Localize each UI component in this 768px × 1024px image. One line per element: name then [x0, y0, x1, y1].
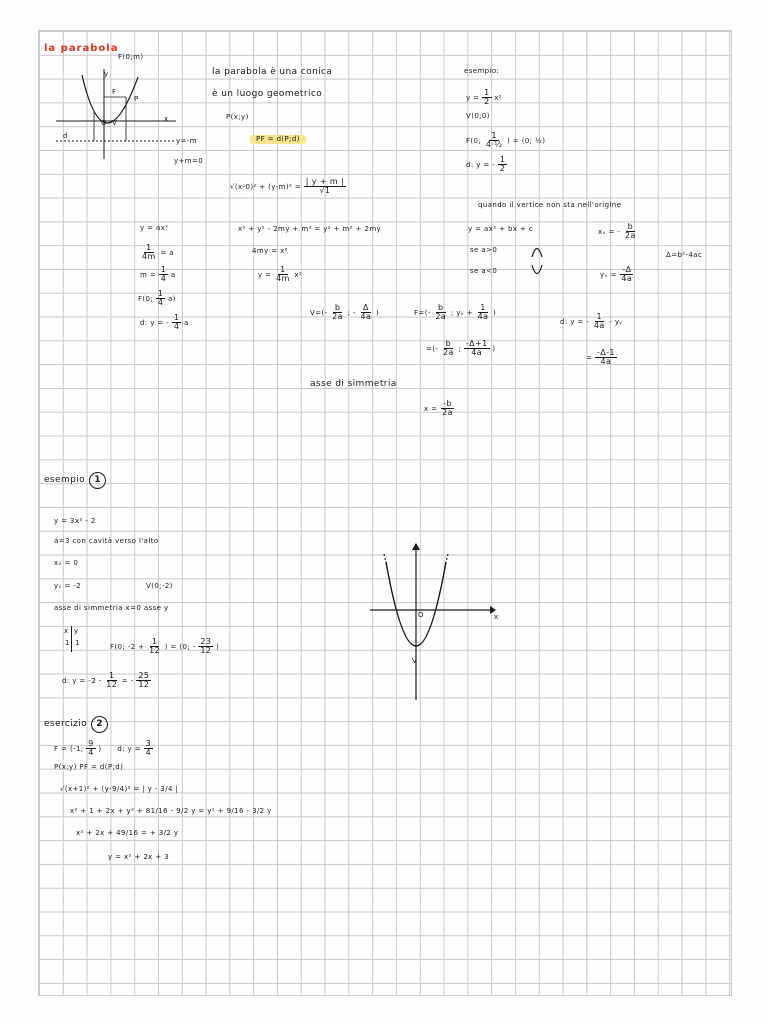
ex2-line-5: x² + 2x + 49/16 = + 3/2 y: [76, 829, 179, 837]
o-label: O: [101, 119, 107, 127]
ex1-line-6: F(0; -2 + $\frac{1}{12}$ ) = (0; - $\frac{23}{12}$ ): [110, 637, 220, 656]
y-axis-label: y: [104, 70, 109, 78]
example-heading: esempio:: [464, 67, 500, 75]
ex1-line-1: y = 3x² - 2: [54, 517, 96, 525]
directrix-formula-2: = $\frac{-\Delta-1}{4a}$: [586, 348, 615, 367]
focus-label: F(0;m): [118, 53, 144, 61]
example-line-1: y = $\frac{1}{2}$ x²: [466, 88, 502, 107]
ex1-line-5: asse di simmetria x=0 asse y: [54, 604, 169, 612]
directrix-eq: y=-m: [176, 137, 197, 145]
exercise2-heading: esercizio 2: [44, 716, 108, 733]
left-line-4: F(0; $\frac{1}{4}$ a): [138, 289, 176, 308]
ex2-line-3: √(x+1)² + (y-9/4)² = | y - 3/4 |: [60, 785, 179, 793]
example-line-4: d: y = - $\frac{1}{2}$: [466, 155, 506, 174]
f-label: F: [112, 88, 117, 96]
mid-line-3: y = $\frac{1}{4m}$ x²: [258, 265, 303, 284]
mid-line-1: x² + y² - 2my + m² = y² + m² + 2my: [238, 225, 382, 233]
def-line-6: √(x-0)² + (y-m)² = $\frac{| y + m |}{√1}$: [230, 177, 345, 196]
vertex-formula: V=(- $\frac{b}{2a}$ ; - $\frac{\Delta}{4a}$ ): [310, 303, 380, 322]
left-line-5: d: y = - $\frac{1}{4}$ a: [140, 313, 189, 332]
p-label: P: [134, 95, 139, 103]
focus-formula-2: =(- $\frac{b}{2a}$ ; $\frac{-\Delta+1}{4a}$ ): [426, 339, 496, 358]
mid-line-2: 4my = x²: [252, 247, 288, 255]
graph-x-label: x: [494, 613, 499, 621]
ex1-line-7: d: y = -2 - $\frac{1}{12}$ = - $\frac{25}{12}$: [62, 671, 150, 690]
axis-formula: x = $\frac{-b}{2a}$: [424, 399, 453, 418]
vertex-heading: quando il vertice non sta nell'origine: [478, 201, 622, 209]
graph-o-label: O: [418, 611, 424, 619]
ex1-line-2: a=3 con cavità verso l'alto: [54, 537, 159, 545]
xv-formula: xᵥ = - $\frac{b}{2a}$: [598, 222, 636, 241]
vertex-eq: y = ax² + bx + c: [468, 225, 534, 233]
example-line-2: V(0;0): [466, 112, 490, 120]
concave-up-icon: [530, 264, 544, 278]
left-line-3: m = $\frac{1}{4}$ a: [140, 265, 176, 284]
ex2-line-1: F = (-1; $\frac{9}{4}$ ) d: y = $\frac{3}{4}$: [54, 739, 152, 758]
ex2-line-2: P(x;y) PF = d(P;d): [54, 763, 124, 771]
x-axis-label: x: [164, 115, 169, 123]
def-line-3: P(x;y): [226, 113, 249, 121]
v-label: V: [112, 119, 118, 127]
concave-down-icon: [530, 244, 544, 258]
concavity-up: se a<0: [470, 267, 498, 275]
notebook-page: [38, 30, 732, 996]
yv-formula: yᵥ = $\frac{-\Delta}{4a}$: [600, 265, 633, 284]
ex1-line-3: xᵥ = 0: [54, 559, 79, 567]
example-line-3: F(0; $\frac{1}{\text{4·½}}$ ) = (0; ½): [466, 131, 546, 150]
left-line-2: $\frac{1}{4m}$ = a: [142, 243, 174, 262]
def-line-1: la parabola è una conica: [212, 67, 333, 77]
parabola-graph: [370, 540, 510, 710]
example1-heading: esempio 1: [44, 472, 106, 489]
def-line-5: y+m=0: [174, 157, 204, 165]
def-line-2: è un luogo geometrico: [212, 89, 323, 99]
xy-table: x y 1 1: [62, 626, 82, 652]
ex2-line-4: x² + 1 + 2x + y² + 81/16 - 9/2 y = y² + 9/16 - 3/2 y: [70, 807, 272, 815]
concavity-down: se a>0: [470, 246, 498, 254]
page-title: la parabola: [44, 43, 119, 54]
graph-v-label: V: [412, 657, 418, 665]
parabola-sketch: [56, 55, 216, 165]
ex1-line-4: yᵥ = -2: [54, 582, 82, 590]
def-line-4: PF = d(P;d): [250, 135, 306, 144]
directrix-label: d: [63, 132, 68, 140]
delta-formula: Δ=b²-4ac: [666, 251, 703, 259]
focus-formula: F=(- $\frac{b}{2a}$ ; yᵥ + $\frac{1}{4a}$ ): [414, 303, 497, 322]
directrix-formula: d: y = - $\frac{1}{4a}$ - yᵥ: [560, 312, 623, 331]
left-line-1: y = ax²: [140, 224, 169, 232]
ex1-vertex: V(0;-2): [146, 582, 173, 590]
axis-heading: asse di simmetria: [310, 379, 397, 389]
ex2-line-6: y = x² + 2x + 3: [108, 853, 170, 861]
